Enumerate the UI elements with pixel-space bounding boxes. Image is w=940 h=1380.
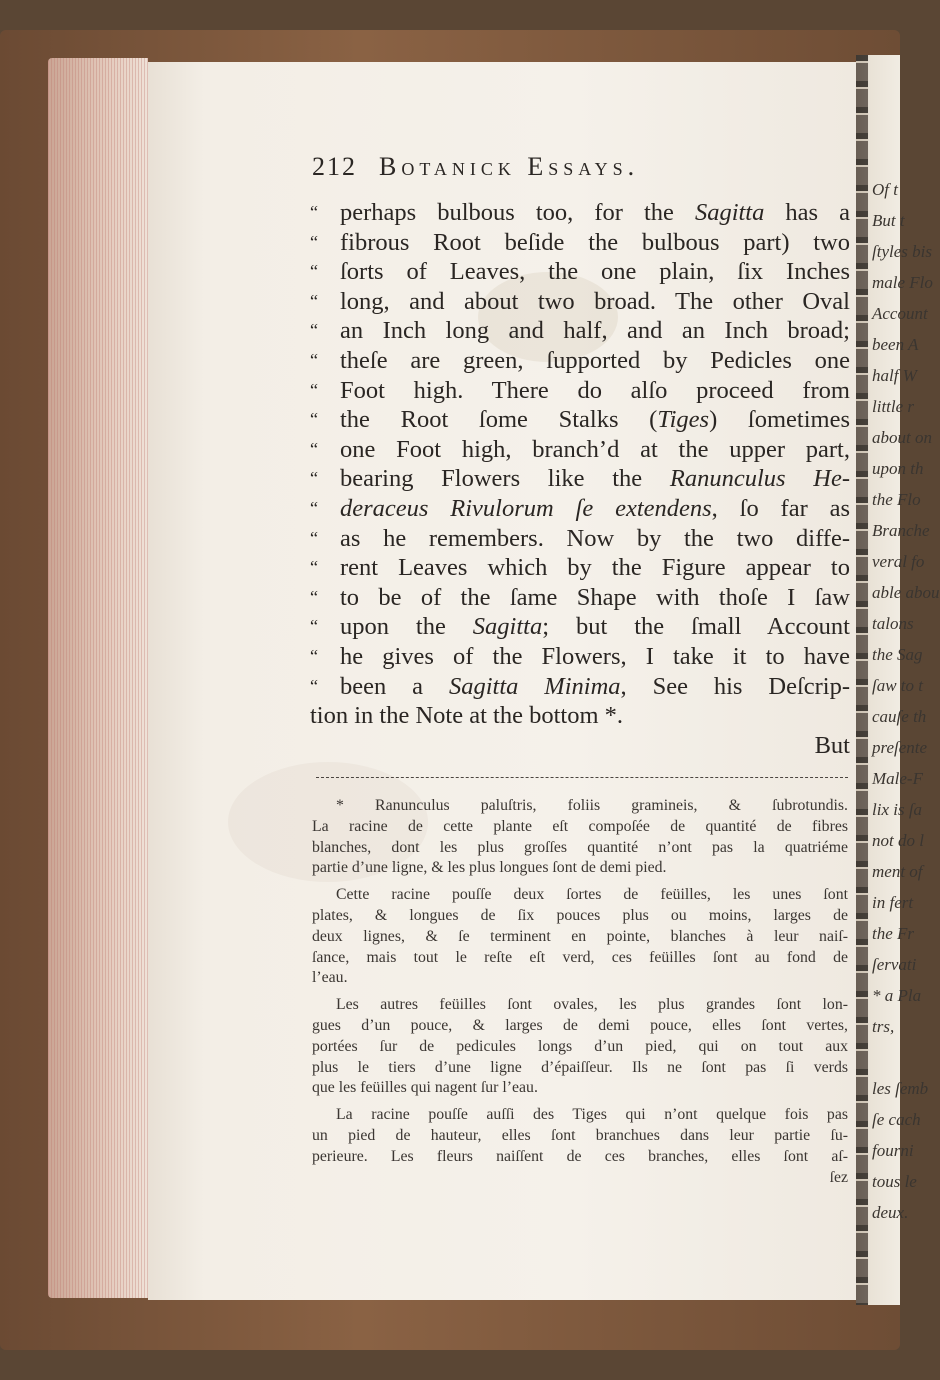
text-line [310,346,850,376]
facing-page-fragment: in fert [872,893,914,912]
facing-page-fragment: Of t [872,180,898,199]
quote-mark: “ [310,557,318,578]
facing-page-fragment: trs, [872,1017,895,1036]
text-segment: he gives of the Flowers, I take it to have [340,642,850,670]
text-line-body [310,701,850,731]
main-text [310,198,850,760]
quote-mark: “ [310,438,318,459]
text-line [310,228,850,258]
text-line [310,287,850,317]
text-segment: an Inch long and half, and an Inch broad; [340,317,850,345]
text-segment: theſe are green, ſupported by Pedicles one [340,346,850,374]
text-segment: long, and about two broad. The other Oval [340,287,850,315]
text-line-body [340,316,850,346]
facing-page-fragment: not do l [872,831,924,850]
text-line [310,701,850,731]
footnote-line: perieure. Les fleurs naiſſent de ces branches, elles ſont aſ- [312,1147,848,1165]
running-header [312,152,639,192]
text-segment: tion in the Note at the bottom *. [310,702,624,730]
facing-page-fragment: Branche [872,521,930,540]
text-line-body [340,612,850,642]
italic-text: Tiges [657,406,710,434]
quote-mark: “ [310,379,318,400]
italic-text: Sagitta [472,613,543,641]
quote-mark: “ [310,409,318,430]
facing-page-fragment: ſervati [872,955,917,974]
footnote-line: l’eau. [312,969,348,987]
running-title: Botanick Essays. [379,152,640,181]
text-line [310,672,850,702]
footnote-line: Cette racine pouſſe deux ſortes de feüilles, les unes ſont [336,886,848,904]
text-line [310,198,850,228]
facing-page-fragment: able abou [872,583,940,602]
quote-mark: “ [310,290,318,311]
facing-page-fragment: les ſemb [872,1079,929,1098]
facing-page-fragment: half W [872,366,917,385]
facing-page-fragment: been A [872,335,919,354]
facing-page-fragment: about on [872,428,932,447]
facing-page-fragment: little r [872,397,915,416]
facing-page-fragment: Male-F [872,769,923,788]
text-segment: rent Leaves which by the Figure appear to [340,554,850,582]
text-line-body [340,287,850,317]
text-segment: fibrous Root beſide the bulbous part) two [340,228,850,256]
footnote-line: gues d’un pouce, & larges de demi pouce, elles ſont vertes, [312,1016,848,1034]
text-segment: , ſo far as [711,494,850,522]
facing-page-fragment: talons [872,614,914,633]
quote-mark: “ [310,497,318,518]
footnote-line: deux lignes, & ſe terminent en pointe, blanches à leur naiſ- [312,927,848,945]
text-line-body [340,583,850,613]
facing-page-fragment: male Flo [872,273,933,292]
text-line-body [340,228,850,258]
facing-page-fragment: But t [872,211,905,230]
footnote-line: La racine pouſſe auſſi des Tiges qui n’ont quelque fois pas [336,1106,848,1124]
text-line-body [340,435,850,465]
text-line [310,435,850,465]
quote-mark: “ [310,202,318,222]
text-segment: ; but the ſmall Account [542,613,850,641]
facing-page-fragment: * a Pla [872,986,922,1005]
text-line-body [340,464,850,494]
text-line [310,405,850,435]
text-segment: ſorts of Leaves, the one plain, ſix Inches [340,258,850,286]
footnote-line: ſez [829,1168,848,1186]
facing-page-fragment: Account [872,304,928,323]
quote-mark: “ [310,468,318,489]
text-line-body [340,376,850,406]
footnote-line: La racine de cette plante eſt compoſée de quantité de fibres [312,817,848,835]
quote-mark: “ [310,675,318,696]
quote-mark: “ [310,527,318,548]
footnote-line: plus le tiers d’une ligne d’épaiſſeur. Ils ne ſont pas ſi verds [312,1058,848,1076]
text-segment: Foot high. There do alſo proceed from [340,376,850,404]
facing-page-fragment: the Fr [872,924,915,943]
quote-mark: “ [310,645,318,666]
text-line [310,642,850,672]
italic-text: deraceus Rivulorum ſe extendens [340,494,712,522]
text-line-body [340,672,850,702]
text-line-body [340,405,850,435]
footnote-block [312,796,848,1188]
quote-mark: “ [310,349,318,370]
footnote-line: que les feüilles qui nagent ſur l’eau. [312,1079,538,1097]
facing-page-fragment: tous le [872,1172,917,1191]
text-line [310,553,850,583]
text-segment: upon the [340,613,473,641]
footnote-rule [316,777,848,778]
text-segment: , See his Deſcrip- [620,672,851,700]
text-segment: ) ſometimes [709,406,850,434]
footnote-line: plates, & longues de ſix pouces plus ou moins, larges de [312,906,848,924]
text-segment: bearing Flowers like the [340,465,670,493]
facing-page-fragment: the Flo [872,490,921,509]
quote-mark: “ [310,320,318,341]
text-line [310,494,850,524]
facing-page-fragment: ſtyles bis [872,242,932,261]
footnote-line: Les autres feüilles ſont ovales, les plus grandes ſont lon- [336,996,848,1014]
facing-page-fragment: lix is ſa [872,800,923,819]
text-segment: been a [340,672,449,700]
quote-mark: “ [310,231,318,252]
text-segment: perhaps bulbous too, for the [340,199,695,226]
italic-text: Ranunculus He- [669,465,850,493]
text-line [310,583,850,613]
text-segment: as he remembers. Now by the two diffe- [340,524,850,552]
facing-page [856,55,940,1305]
text-line-body [340,553,850,583]
footnote-line: partie d’une ligne, & les plus longues ſont de demi pied. [312,859,667,877]
facing-page-fragment: ſaw to t [872,676,924,695]
facing-page-fragment: veral fo [872,552,925,571]
text-line-body [340,524,850,554]
footnote-line: ſance, mais tout le reſte eſt verd, ces feüilles ſont au fond de [312,948,848,966]
text-segment: has a [764,199,850,226]
footnote-line: * Ranunculus paluſtris, foliis gramineis, & ſubrotundis. [336,797,848,814]
facing-page-fragment: cauſe th [872,707,927,726]
text-line [310,612,850,642]
facing-page-fragment [872,1043,912,1073]
quote-mark: “ [310,586,318,607]
text-line [310,464,850,494]
text-segment: to be of the ſame Shape with thoſe I ſaw [340,583,850,611]
page-fore-edge [48,58,148,1298]
facing-page-fragment: deux. [872,1203,909,1222]
text-line-body [340,642,850,672]
footnote-line: un pied de hauteur, elles ſont branchues dans leur partie ſu- [312,1126,848,1144]
text-line [310,316,850,346]
text-segment: one Foot high, branch’d at the upper part, [340,435,850,463]
facing-page-fragment: fourni [872,1141,914,1160]
text-line [310,376,850,406]
text-segment: the Root ſome Stalks ( [340,406,658,434]
footnote-line: blanches, dont les plus groſſes quantité n’ont pas la quatriéme [312,838,848,856]
catchword: But [814,731,850,759]
italic-text: Sagitta Minima [448,672,621,700]
quote-mark: “ [310,261,318,282]
italic-text: Sagitta [694,199,765,226]
text-line-body [340,257,850,287]
facing-page-fragment: ment of [872,862,923,881]
text-line-body [340,198,850,228]
facing-page-fragment: ſe cach [872,1110,921,1129]
text-line [310,257,850,287]
quote-mark: “ [310,616,318,637]
facing-page-fragment: preſente [872,738,928,757]
facing-page-fragment: upon th [872,459,924,478]
facing-page-fragment: the Sag [872,645,923,664]
facing-page-gutter [856,55,868,1305]
page-number: 212 [312,152,357,181]
footnote-line: portées ſur de pedicules longs d’un pied, qui on tout aux [312,1037,848,1055]
text-line [310,524,850,554]
text-line-body [340,494,850,524]
text-line-body [340,346,850,376]
